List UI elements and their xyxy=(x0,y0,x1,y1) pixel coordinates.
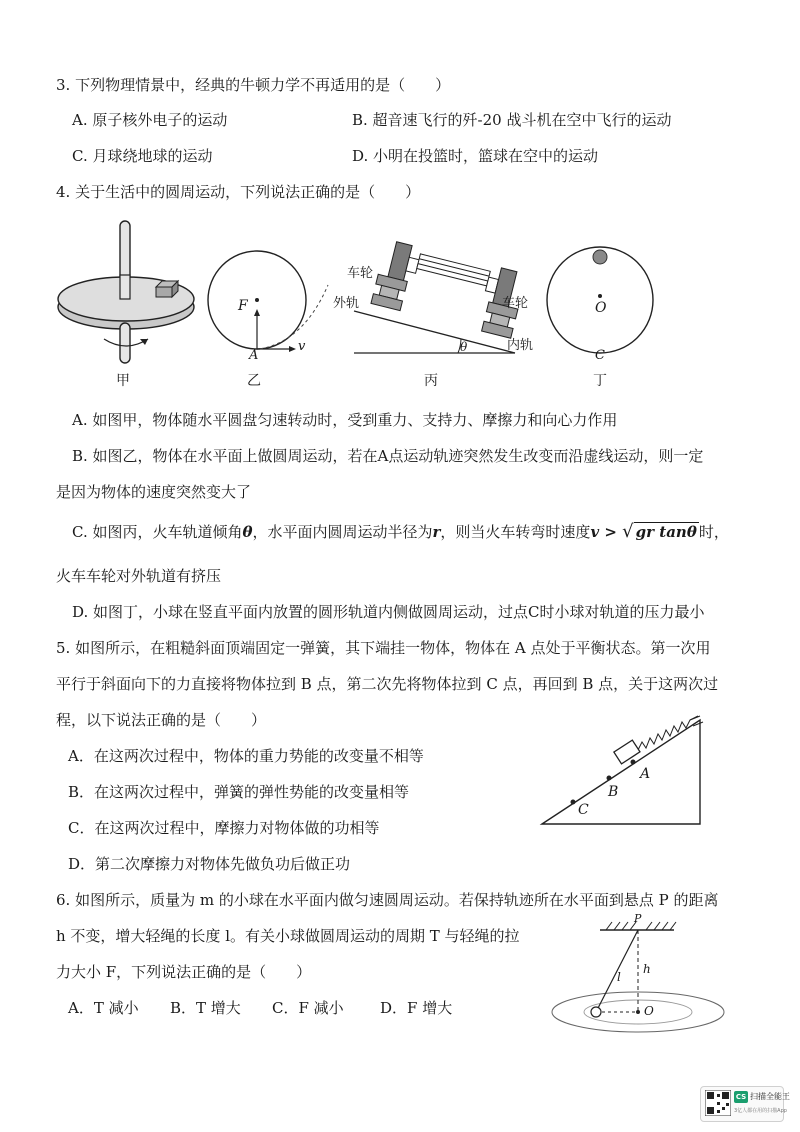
figure-bing-label-outer-rail: 外轨 xyxy=(333,296,360,311)
figure-ding-label-c: C xyxy=(595,348,605,363)
q4-c-sqrt: √ gr tanθ xyxy=(622,521,697,542)
q6-option-b: B．T 增大 xyxy=(170,999,241,1017)
figure-q6-label-l: l xyxy=(617,970,621,984)
q6-option-c: C．F 减小 xyxy=(272,999,344,1017)
figure-jia-label: 甲 xyxy=(116,373,130,389)
figure-q6-label-h: h xyxy=(643,962,651,976)
q4-option-d: D. 如图丁，小球在竖直平面内放置的圆形轨道内侧做圆周运动，过点C时小球对轨道的压力最小 xyxy=(72,603,705,621)
q6-option-a: A．T 减小 xyxy=(68,999,139,1017)
cs-logo-icon: CS xyxy=(735,1093,747,1101)
figure-yi-label-f: F xyxy=(238,298,248,314)
q5-option-a: A．在这两次过程中，物体的重力势能的改变量不相等 xyxy=(68,747,424,765)
figure-ding-label: 丁 xyxy=(593,373,607,389)
figure-q5-label-c: C xyxy=(578,802,589,818)
figure-q5-incline xyxy=(530,712,720,832)
q3-option-a: A. 原子核外电子的运动 xyxy=(72,111,228,129)
q4-option-a: A. 如图甲，物体随水平圆盘匀速转动时，受到重力、支持力、摩擦力和向心力作用 xyxy=(72,411,618,429)
q4-stem: 4. 关于生活中的圆周运动，下列说法正确的是（ ） xyxy=(56,183,421,201)
q6-stem-line3: 力大小 F，下列说法正确的是（ ） xyxy=(56,963,312,981)
figure-jia xyxy=(56,215,206,375)
figure-bing-label-wheel-right: 车轮 xyxy=(502,296,529,311)
q4-c-text-pre: C. 如图丙，火车轨道倾角 xyxy=(72,523,243,541)
q5-stem-line3: 程，以下说法正确的是（ ） xyxy=(56,711,267,729)
figure-q5-label-a: A xyxy=(640,766,651,782)
q5-option-c: C．在这两次过程中，摩擦力对物体做的功相等 xyxy=(68,819,380,837)
q4-c-sqrt-content: gr tanθ xyxy=(635,523,697,541)
q4-option-c-line2: 火车车轮对外轨道有挤压 xyxy=(56,567,222,585)
figure-bing-label-theta: θ xyxy=(460,340,468,354)
q3-option-c: C. 月球绕地球的运动 xyxy=(72,147,213,165)
q3-option-b: B. 超音速飞行的歼-20 战斗机在空中飞行的运动 xyxy=(352,111,672,129)
q3-stem: 3. 下列物理情景中，经典的牛顿力学不再适用的是（ ） xyxy=(56,76,451,94)
q3-option-d: D. 小明在投篮时，篮球在空中的运动 xyxy=(352,147,599,165)
figure-q6-label-o: O xyxy=(644,1004,654,1018)
q4-c-gt: > xyxy=(599,523,623,541)
figure-yi-label-v: v xyxy=(298,339,306,354)
figure-ding-label-o: O xyxy=(595,300,607,316)
q5-stem-line1: 5. 如图所示，在粗糙斜面顶端固定一弹簧，其下端挂一物体，物体在 A 点处于平衡状态。第一次用 xyxy=(56,639,711,657)
figure-bing-label-wheel-left: 车轮 xyxy=(347,266,374,281)
q4-c-r: r xyxy=(432,523,441,541)
figure-yi-label-a: A xyxy=(249,348,259,363)
q4-option-c-line1 xyxy=(72,521,729,542)
watermark-tagline: 3亿人都在用的扫描App xyxy=(734,1108,787,1114)
figure-bing-label-inner-rail: 内轨 xyxy=(507,338,534,353)
q6-option-d: D．F 增大 xyxy=(380,999,453,1017)
q5-option-d: D．第二次摩擦力对物体先做负功后做正功 xyxy=(68,855,351,873)
q4-option-b-line2: 是因为物体的速度突然变大了 xyxy=(56,483,252,501)
figure-q6-label-p: P xyxy=(634,912,642,925)
watermark-app-name: 扫描全能王 xyxy=(750,1092,790,1101)
figure-yi-label: 乙 xyxy=(247,373,261,389)
qr-code-icon xyxy=(705,1090,731,1116)
q5-option-b: B．在这两次过程中，弹簧的弹性势能的改变量相等 xyxy=(68,783,410,801)
q6-stem-line1: 6. 如图所示，质量为 m 的小球在水平面内做匀速圆周运动。若保持轨迹所在水平面到悬点 P 的距离 xyxy=(56,891,719,909)
q4-c-text-post: 时， xyxy=(698,523,729,541)
q4-c-v: v xyxy=(590,523,600,541)
q6-stem-line2: h 不变，增大轻绳的长度 l。有关小球做圆周运动的周期 T 与轻绳的拉 xyxy=(56,927,520,945)
figure-yi xyxy=(204,245,344,365)
q4-c-text-mid: ，水平面内圆周运动半径为 xyxy=(252,523,433,541)
q4-c-text-mid2: ，则当火车转弯时速度 xyxy=(440,523,591,541)
scanner-watermark xyxy=(700,1086,790,1122)
q5-stem-line2: 平行于斜面向下的力直接将物体拉到 B 点，第二次先将物体拉到 C 点，再回到 B 点，关于这两次过 xyxy=(56,675,719,693)
q4-option-b-line1: B. 如图乙，物体在水平面上做圆周运动，若在A点运动轨迹突然发生改变而沿虚线运动，则一定 xyxy=(72,447,704,465)
q4-c-theta: θ xyxy=(242,523,253,541)
figure-bing-label: 丙 xyxy=(424,373,438,389)
figure-q5-label-b: B xyxy=(608,784,619,800)
